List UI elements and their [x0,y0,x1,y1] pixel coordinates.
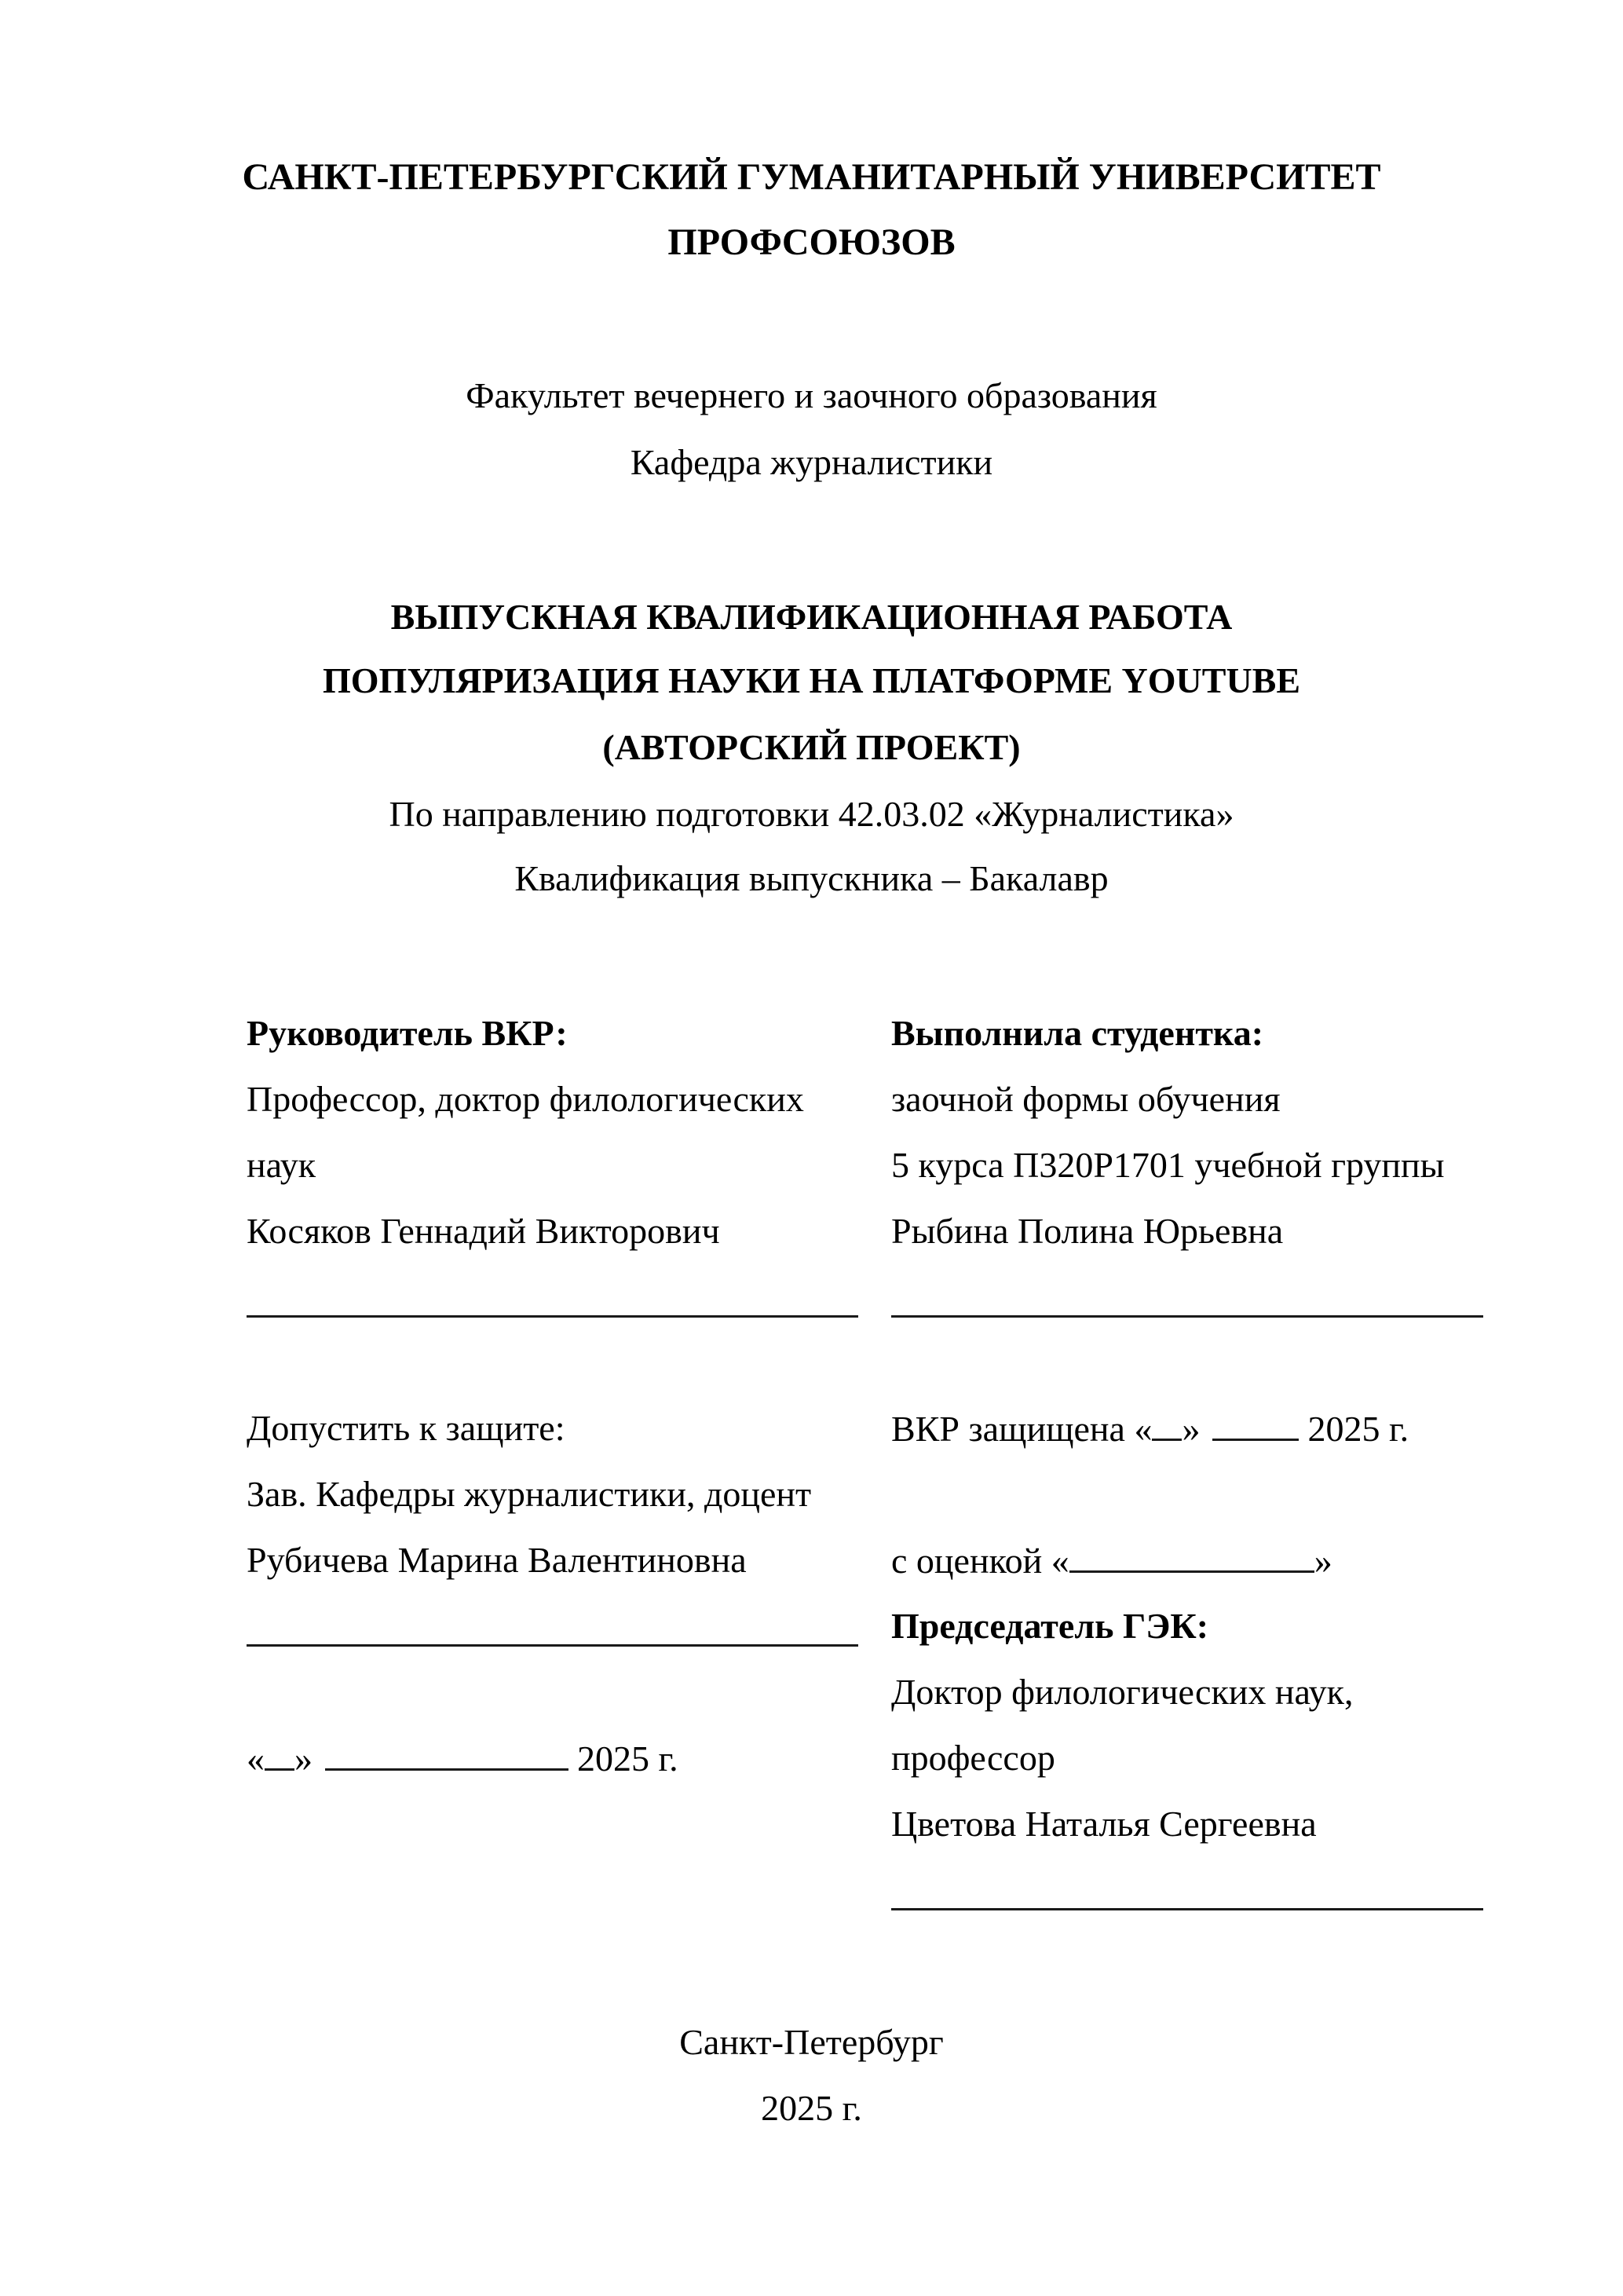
defense-month-blank [1212,1410,1299,1441]
university-name-line2: ПРОФСОЮЗОВ [667,221,956,263]
faculty-name: Факультет вечернего и заочного образования [466,375,1157,415]
defense-day-blank [1152,1410,1182,1441]
department-head-signature-line [247,1644,858,1647]
defended-close-quote: » [1182,1409,1201,1449]
work-type-heading: ВЫПУСКНАЯ КВАЛИФИКАЦИОННАЯ РАБОТА [390,597,1233,637]
admission-year: 2025 г. [577,1738,678,1779]
student-study-form: заочной формы обучения [891,1079,1281,1119]
admission-date [247,1738,678,1779]
grade-suffix: » [1314,1541,1332,1581]
department-name: Кафедра журналистики [630,442,993,482]
supervisor-title-line1: Профессор, доктор филологических [247,1079,804,1119]
student-name: Рыбина Полина Юрьевна [891,1211,1284,1251]
qualification: Квалификация выпускника – Бакалавр [514,858,1109,898]
commission-chair-title-line1: Доктор филологических наук, [891,1672,1354,1712]
defense-grade [891,1541,1332,1581]
commission-chair-title-line2: профессор [891,1738,1055,1778]
university-name-line1: САНКТ-ПЕТЕРБУРГСКИЙ ГУМАНИТАРНЫЙ УНИВЕРСИТЕТ [242,156,1381,198]
supervisor-signature-line [247,1315,858,1318]
admission-label: Допустить к защите: [247,1408,565,1448]
department-head-position: Зав. Кафедры журналистики, доцент [247,1474,812,1514]
commission-chair-name: Цветова Наталья Сергеевна [891,1804,1317,1844]
department-head-name: Рубичева Марина Валентиновна [247,1540,747,1580]
study-direction: По направлению подготовки 42.03.02 «Журналистика» [389,794,1234,834]
year: 2025 г. [761,2088,862,2128]
student-label: Выполнила студентка: [891,1013,1264,1053]
student-signature-line [891,1315,1483,1318]
commission-chair-label: Председатель ГЭК: [891,1606,1209,1646]
supervisor-title-line2: наук [247,1145,316,1185]
date-open-quote: « [247,1738,265,1779]
grade-blank [1069,1542,1314,1573]
topic-title-line2: (АВТОРСКИЙ ПРОЕКТ) [602,727,1021,767]
supervisor-name: Косяков Геннадий Викторович [247,1211,720,1251]
date-close-quote: » [294,1738,313,1779]
grade-prefix: с оценкой « [891,1541,1069,1581]
defended-prefix: ВКР защищена « [891,1409,1153,1449]
supervisor-label: Руководитель ВКР: [247,1013,568,1053]
commission-chair-signature-line [891,1908,1483,1910]
student-group: 5 курса П320Р1701 учебной группы [891,1145,1445,1185]
admission-day-blank [265,1740,294,1771]
defended-year: 2025 г. [1307,1409,1409,1449]
admission-month-blank [325,1740,568,1771]
topic-title-line1: ПОПУЛЯРИЗАЦИЯ НАУКИ НА ПЛАТФОРМЕ YOUTUBE [322,660,1301,700]
defense-date [891,1409,1409,1449]
city: Санкт-Петербург [679,2022,944,2062]
